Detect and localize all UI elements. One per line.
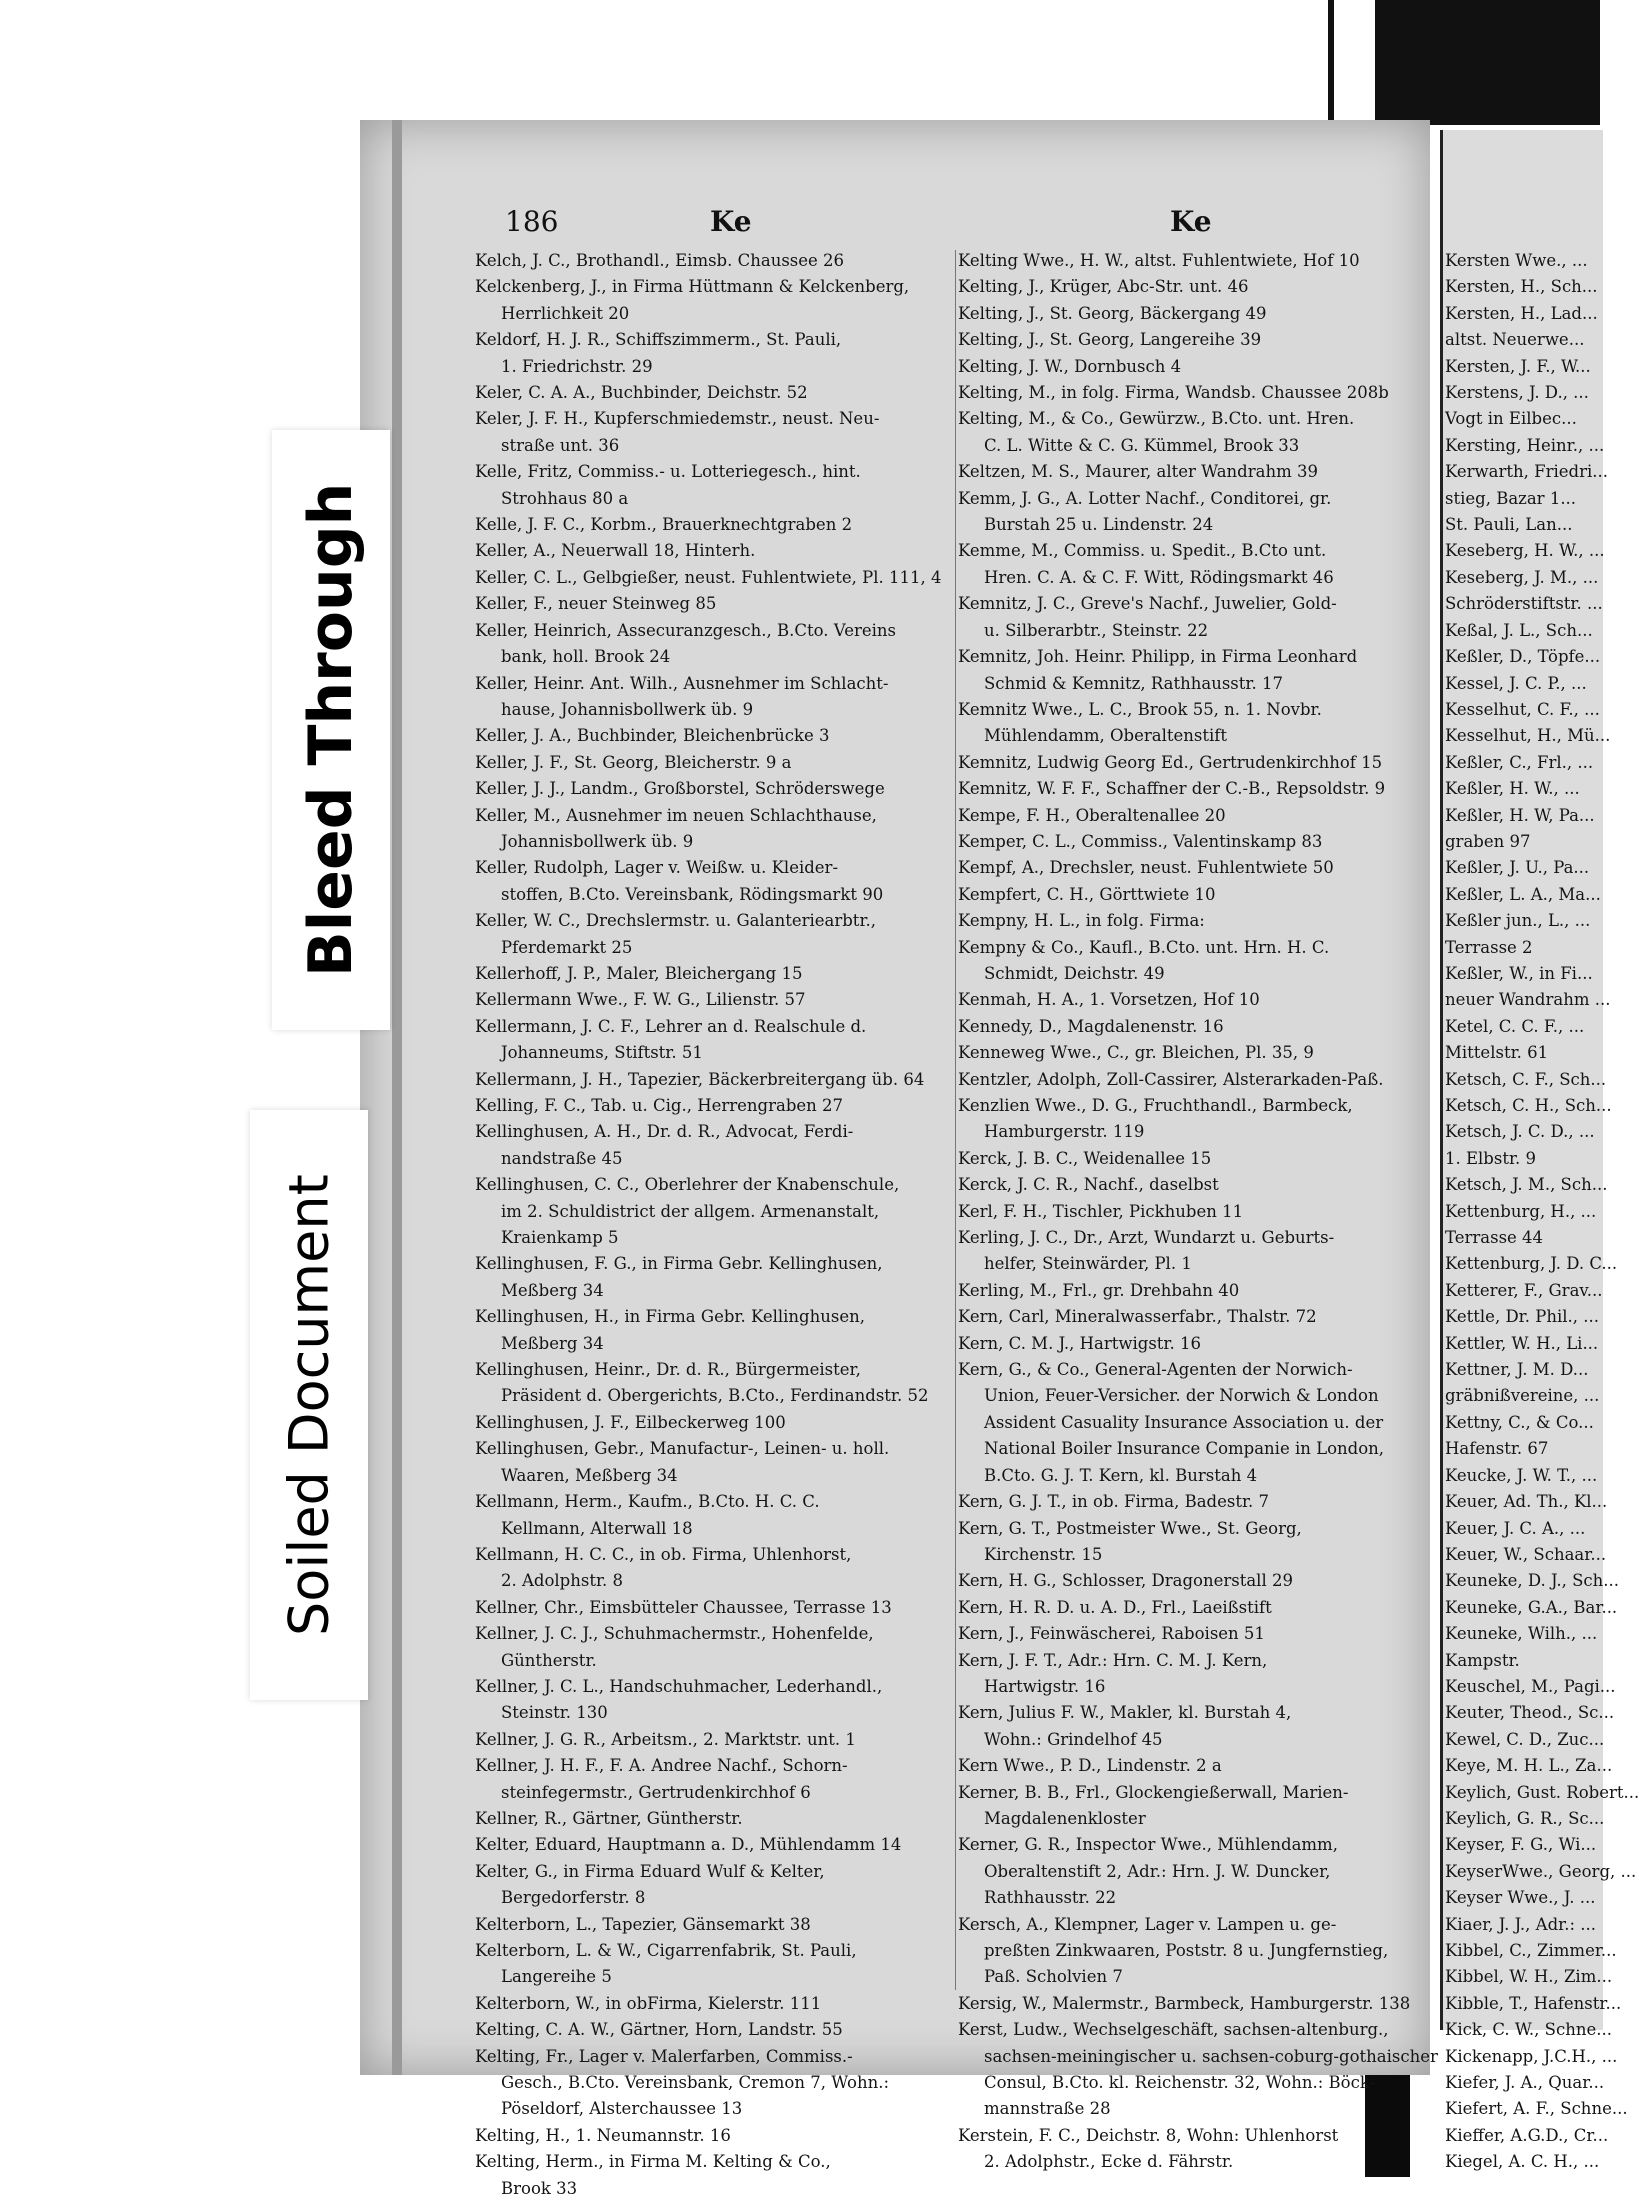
directory-entry-line: Keyser Wwe., J. ... — [1445, 1888, 1596, 1908]
directory-entry-line: Keyser, F. G., Wi... — [1445, 1835, 1597, 1855]
directory-entry-line: Keller, F., neuer Steinweg 85 — [475, 594, 717, 614]
directory-entry-line: Kersten, J. F., W... — [1445, 356, 1591, 376]
directory-entry-line: Kersten Wwe., ... — [1445, 251, 1588, 270]
directory-entry-line: mannstraße 28 — [984, 2099, 1111, 2119]
directory-entry-line: Ketsch, J. C. D., ... — [1445, 1122, 1595, 1142]
directory-entry-line: Ketsch, J. M., Sch... — [1445, 1175, 1608, 1195]
directory-entry-line: Kenneweg Wwe., C., gr. Bleichen, Pl. 35, 9 — [958, 1043, 1314, 1063]
directory-entry-line: Kempny, H. L., in folg. Firma: — [958, 911, 1205, 931]
directory-entry-line: Kellinghusen, H., in Firma Gebr. Kellinghusen, — [475, 1307, 865, 1327]
directory-entry-line: Kellinghusen, F. G., in Firma Gebr. Kellinghusen, — [475, 1254, 883, 1274]
directory-entry-line: Kelting, H., 1. Neumannstr. 16 — [475, 2125, 731, 2145]
directory-entry-line: Kellinghusen, J. F., Eilbeckerweg 100 — [475, 1412, 786, 1432]
directory-entry-line: Keuer, J. C. A., ... — [1445, 1518, 1586, 1538]
directory-entry-line: Keßler, J. U., Pa... — [1445, 858, 1590, 878]
directory-entry-line: Bergedorferstr. 8 — [501, 1888, 646, 1908]
directory-entry-line: Keller, Heinr. Ant. Wilh., Ausnehmer im Schlacht- — [475, 673, 889, 693]
directory-entry-line: Keßler, H. W., ... — [1445, 779, 1580, 799]
directory-entry-line: Keuneke, G.A., Bar... — [1445, 1597, 1618, 1617]
directory-entry-line: Pöseldorf, Alsterchaussee 13 — [501, 2099, 743, 2119]
directory-entry-line: Kennedy, D., Magdalenenstr. 16 — [958, 1016, 1224, 1036]
directory-entry-line: sachsen-meiningischer u. sachsen-coburg-gothaischer — [984, 2046, 1438, 2066]
directory-entry-line: graben 97 — [1445, 831, 1531, 851]
directory-entry-line: Kibble, T., Hafenstr... — [1445, 1993, 1622, 2013]
directory-entry-line: Rathhausstr. 22 — [984, 1888, 1117, 1908]
directory-entry-line: Kelting, J., St. Georg, Langereihe 39 — [958, 330, 1262, 350]
directory-entry-line: Kelting, Fr., Lager v. Malerfarben, Commiss.- — [475, 2046, 853, 2066]
directory-entry-line: Keler, J. F. H., Kupferschmiedemstr., neust. Neu- — [475, 409, 880, 429]
directory-entry-line: Kerling, M., Frl., gr. Drehbahn 40 — [958, 1280, 1240, 1300]
bleed-through-label: Bleed Through — [272, 430, 390, 1030]
directory-entry-line: helfer, Steinwärder, Pl. 1 — [984, 1254, 1192, 1274]
directory-entry-line: altst. Neuerwe... — [1445, 330, 1585, 350]
directory-entry-line: Kraienkamp 5 — [501, 1228, 619, 1248]
directory-entry-line: Keylich, Gust. Robert... — [1445, 1782, 1639, 1802]
directory-entry-line: Gesch., B.Cto. Vereinsbank, Cremon 7, Wohn.: — [501, 2073, 890, 2093]
directory-entry-line: Kellinghusen, C. C., Oberlehrer der Knabenschule, — [475, 1175, 900, 1195]
directory-entry-line: Kern, H. G., Schlosser, Dragonerstall 29 — [958, 1571, 1293, 1591]
soiled-document-label: Soiled Document — [250, 1110, 368, 1700]
directory-entry-line: Keylich, G. R., Sc... — [1445, 1808, 1605, 1828]
directory-entry-line: Präsident d. Obergerichts, B.Cto., Ferdinandstr. 52 — [501, 1386, 929, 1406]
directory-entry-line: B.Cto. G. J. T. Kern, kl. Burstah 4 — [984, 1465, 1258, 1485]
directory-entry-line: Schmid & Kemnitz, Rathhausstr. 17 — [984, 673, 1283, 693]
directory-entry-line: Keßler, C., Frl., ... — [1445, 752, 1594, 772]
directory-entry-line: Kellmann, Herm., Kaufm., B.Cto. H. C. C. — [475, 1492, 820, 1512]
directory-entry-line: Kempfert, C. H., Görttwiete 10 — [958, 884, 1216, 904]
directory-entry-line: Keuneke, D. J., Sch... — [1445, 1571, 1620, 1591]
directory-column-right — [958, 248, 1438, 2176]
directory-entry-line: Kettenburg, J. D. C... — [1445, 1254, 1618, 1274]
directory-entry-line: Keller, Heinrich, Assecuranzgesch., B.Cto. Vereins — [475, 620, 896, 640]
directory-entry-line: Kerling, J. C., Dr., Arzt, Wundarzt u. Geburts- — [958, 1228, 1335, 1248]
directory-entry-line: Hartwigstr. 16 — [984, 1676, 1106, 1696]
directory-entry-line: Kerst, Ludw., Wechselgeschäft, sachsen-altenburg., — [958, 2020, 1389, 2040]
directory-entry-line: Kelting, J. W., Dornbusch 4 — [958, 356, 1182, 376]
directory-entry-line: C. L. Witte & C. G. Kümmel, Brook 33 — [984, 435, 1300, 455]
directory-entry-line: Kerl, F. H., Tischler, Pickhuben 11 — [958, 1201, 1244, 1221]
directory-entry-line: hause, Johannisbollwerk üb. 9 — [501, 699, 754, 719]
directory-entry-line: Keuneke, Wilh., ... — [1445, 1624, 1598, 1644]
directory-entry-line: Ketel, C. C. F., ... — [1445, 1016, 1585, 1036]
directory-entry-line: Kern, C. M. J., Hartwigstr. 16 — [958, 1333, 1201, 1353]
directory-entry-line: Schmidt, Deichstr. 49 — [984, 963, 1165, 983]
directory-entry-line: 2. Adolphstr. 8 — [501, 1571, 624, 1591]
directory-entry-line: Keller, W. C., Drechslermstr. u. Galanteriearbtr., — [475, 911, 877, 931]
directory-entry-line: Kerner, G. R., Inspector Wwe., Mühlendamm, — [958, 1835, 1338, 1855]
directory-entry-line: Kellerhoff, J. P., Maler, Bleichergang 15 — [475, 963, 803, 983]
directory-entry-line: Kesselhut, H., Mü... — [1445, 726, 1611, 746]
directory-entry-line: Kelting Wwe., H. W., altst. Fuhlentwiete, Hof 10 — [958, 251, 1360, 270]
directory-entry-line: Kersting, Heinr., ... — [1445, 435, 1605, 455]
directory-entry-line: Keßler, L. A., Ma... — [1445, 884, 1601, 904]
directory-entry-line: Keuer, Ad. Th., Kl... — [1445, 1492, 1608, 1512]
directory-entry-line: Kellinghusen, A. H., Dr. d. R., Advocat, Ferdi- — [475, 1122, 854, 1142]
directory-entry-line: Kewel, C. D., Zuc... — [1445, 1729, 1605, 1749]
directory-entry-line: Kelting, Herm., in Firma M. Kelting & Co., — [475, 2152, 831, 2172]
directory-entry-line: Keler, C. A. A., Buchbinder, Deichstr. 52 — [475, 383, 808, 403]
directory-entry-line: Keuter, Theod., Sc... — [1445, 1703, 1615, 1723]
directory-entry-line: Keller, Rudolph, Lager v. Weißw. u. Kleider- — [475, 858, 839, 878]
page-number: 186 — [505, 205, 559, 238]
directory-entry-line: 1. Elbstr. 9 — [1445, 1148, 1537, 1168]
directory-entry-line: Keye, M. H. L., Za... — [1445, 1756, 1613, 1776]
directory-entry-line: Steinstr. 130 — [501, 1703, 608, 1723]
directory-entry-line: Kentzler, Adolph, Zoll-Cassirer, Alsterarkaden-Paß. — [958, 1069, 1384, 1089]
page-binding-edge — [392, 120, 402, 2075]
directory-entry-line: Kerner, B. B., Frl., Glockengießerwall, Marien- — [958, 1782, 1349, 1802]
directory-entry-line: Kelterborn, L., Tapezier, Gänsemarkt 38 — [475, 1914, 811, 1934]
directory-entry-line: Terrasse 2 — [1445, 937, 1533, 957]
directory-entry-line: Kersten, H., Sch... — [1445, 277, 1598, 297]
directory-entry-line: Hamburgerstr. 119 — [984, 1122, 1145, 1142]
directory-entry-line: Kelter, G., in Firma Eduard Wulf & Kelter, — [475, 1861, 825, 1881]
directory-entry-line: Keßal, J. L., Sch... — [1445, 620, 1593, 640]
directory-entry-line: Keseberg, J. M., ... — [1445, 567, 1599, 587]
directory-entry-line: Kettle, Dr. Phil., ... — [1445, 1307, 1599, 1327]
directory-entry-line: Kellner, R., Gärtner, Güntherstr. — [475, 1808, 743, 1828]
directory-entry-line: Kellner, J. C. J., Schuhmachermstr., Hohenfelde, — [475, 1624, 874, 1644]
directory-entry-line: Kern Wwe., P. D., Lindenstr. 2 a — [958, 1756, 1222, 1776]
directory-entry-line: Kemnitz, W. F. F., Schaffner der C.-B., Repsoldstr. 9 — [958, 779, 1386, 799]
scan-edge-shadow — [1328, 0, 1334, 125]
directory-entry-line: Kerck, J. B. C., Weidenallee 15 — [958, 1148, 1212, 1168]
directory-entry-line: Kern, J. F. T., Adr.: Hrn. C. M. J. Kern, — [958, 1650, 1268, 1670]
directory-entry-line: St. Pauli, Lan... — [1445, 515, 1573, 535]
directory-entry-line: KeyserWwe., Georg, ... — [1445, 1861, 1637, 1881]
directory-entry-line: Burstah 25 u. Lindenstr. 24 — [984, 515, 1214, 535]
directory-entry-line: Kellmann, Alterwall 18 — [501, 1518, 693, 1538]
directory-entry-line: Terrasse 44 — [1445, 1228, 1544, 1248]
directory-entry-line: bank, holl. Brook 24 — [501, 647, 671, 667]
directory-entry-line: Kerstens, J. D., ... — [1445, 383, 1589, 403]
directory-entry-line: Kersch, A., Klempner, Lager v. Lampen u. ge- — [958, 1914, 1337, 1934]
directory-entry-line: Keller, M., Ausnehmer im neuen Schlachthause, — [475, 805, 877, 825]
directory-entry-line: Kiaer, J. J., Adr.: ... — [1445, 1914, 1596, 1934]
directory-entry-line: Kempe, F. H., Oberaltenallee 20 — [958, 805, 1226, 825]
directory-entry-line: Kellner, J. H. F., F. A. Andree Nachf., Schorn- — [475, 1756, 848, 1776]
directory-entry-line: Kirchenstr. 15 — [984, 1544, 1103, 1564]
directory-entry-line: Kessel, J. C. P., ... — [1445, 673, 1587, 693]
directory-entry-line: Kemnitz, Joh. Heinr. Philipp, in Firma Leonhard — [958, 647, 1358, 667]
directory-entry-line: Brook 33 — [501, 2178, 578, 2198]
directory-entry-line: Kelting, C. A. W., Gärtner, Horn, Landstr. 55 — [475, 2020, 843, 2040]
directory-entry-line: Kettler, W. H., Li... — [1445, 1333, 1599, 1353]
directory-entry-line: Vogt in Eilbec... — [1445, 409, 1577, 429]
directory-entry-line: Kibbel, C., Zimmer... — [1445, 1941, 1617, 1960]
directory-entry-line: Keßler, W., in Fi... — [1445, 963, 1593, 983]
directory-entry-line: 2. Adolphstr., Ecke d. Fährstr. — [984, 2152, 1234, 2172]
directory-entry-line: Kickenapp, J.C.H., ... — [1445, 2046, 1618, 2066]
directory-entry-line: Wohn.: Grindelhof 45 — [984, 1729, 1163, 1749]
directory-entry-line: Keßler jun., L., ... — [1445, 911, 1591, 931]
directory-entry-line: Kelling, F. C., Tab. u. Cig., Herrengraben 27 — [475, 1096, 844, 1115]
directory-entry-line: Keller, A., Neuerwall 18, Hinterh. — [475, 541, 756, 561]
directory-entry-line: Kelterborn, L. & W., Cigarrenfabrik, St. Pauli, — [475, 1941, 857, 1960]
directory-entry-line: Oberaltenstift 2, Adr.: Hrn. J. W. Duncker, — [984, 1861, 1331, 1881]
directory-entry-line: Keller, C. L., Gelbgießer, neust. Fuhlentwiete, Pl. 111, 4 — [475, 567, 942, 587]
directory-entry-line: Kemme, M., Commiss. u. Spedit., B.Cto unt. — [958, 541, 1327, 561]
directory-entry-line: stieg, Bazar 1... — [1445, 488, 1577, 508]
directory-entry-line: steinfegermstr., Gertrudenkirchhof 6 — [501, 1782, 811, 1802]
directory-entry-line: Kibbel, W. H., Zim... — [1445, 1967, 1613, 1987]
directory-entry-line: Kellinghusen, Heinr., Dr. d. R., Bürgermeister, — [475, 1360, 861, 1380]
directory-entry-line: Kemnitz, Ludwig Georg Ed., Gertrudenkirchhof 15 — [958, 752, 1383, 772]
directory-entry-line: Kelting, M., & Co., Gewürzw., B.Cto. unt. Hren. — [958, 409, 1355, 429]
directory-entry-line: Ketsch, C. F., Sch... — [1445, 1069, 1607, 1089]
directory-entry-line: Magdalenenkloster — [984, 1808, 1146, 1828]
directory-entry-line: Kern, J., Feinwäscherei, Raboisen 51 — [958, 1624, 1265, 1644]
directory-entry-line: Hafenstr. 67 — [1445, 1439, 1549, 1459]
directory-entry-line: Güntherstr. — [501, 1650, 597, 1670]
directory-entry-line: Kelting, J., Krüger, Abc-Str. unt. 46 — [958, 277, 1249, 297]
directory-entry-line: Johanneums, Stiftstr. 51 — [501, 1043, 703, 1063]
directory-entry-line: Kemm, J. G., A. Lotter Nachf., Conditorei, gr. — [958, 488, 1332, 508]
directory-entry-line: Keltzen, M. S., Maurer, alter Wandrahm 39 — [958, 462, 1318, 482]
directory-entry-line: Keldorf, H. J. R., Schiffszimmerm., St. Pauli, — [475, 330, 842, 350]
directory-entry-line: Kelle, Fritz, Commiss.- u. Lotteriegesch., hint. — [475, 462, 861, 482]
directory-entry-line: u. Silberarbtr., Steinstr. 22 — [984, 620, 1209, 640]
directory-entry-line: Keucke, J. W. T., ... — [1445, 1465, 1598, 1485]
directory-entry-line: Kellinghusen, Gebr., Manufactur-, Leinen- u. holl. — [475, 1439, 890, 1459]
directory-entry-line: Herrlichkeit 20 — [501, 303, 630, 323]
directory-entry-line: Kelting, J., St. Georg, Bäckergang 49 — [958, 303, 1267, 323]
directory-entry-line: Kemnitz Wwe., L. C., Brook 55, n. 1. Novbr. — [958, 699, 1322, 719]
directory-entry-line: stoffen, B.Cto. Vereinsbank, Rödingsmarkt 90 — [501, 884, 884, 904]
directory-entry-line: Kiegel, A. C. H., ... — [1445, 2152, 1600, 2172]
directory-entry-line: Keller, J. A., Buchbinder, Bleichenbrücke 3 — [475, 726, 830, 746]
directory-entry-line: Kesselhut, C. F., ... — [1445, 699, 1600, 719]
directory-entry-line: Kenmah, H. A., 1. Vorsetzen, Hof 10 — [958, 990, 1260, 1010]
directory-entry-line: Hren. C. A. & C. F. Witt, Rödingsmarkt 46 — [984, 567, 1334, 587]
running-header-left: Ke — [710, 205, 752, 238]
directory-entry-line: straße unt. 36 — [501, 435, 620, 455]
directory-entry-line: Keßler, D., Töpfe... — [1445, 647, 1601, 667]
directory-entry-line: Keuschel, M., Pagi... — [1445, 1676, 1616, 1696]
directory-entry-line: Kern, G. T., Postmeister Wwe., St. Georg, — [958, 1518, 1302, 1538]
directory-entry-line: Kelter, Eduard, Hauptmann a. D., Mühlendamm 14 — [475, 1835, 902, 1855]
directory-entry-line: Kelckenberg, J., in Firma Hüttmann & Kelckenberg, — [475, 277, 910, 297]
directory-entry-line: Keßler, H. W, Pa... — [1445, 805, 1595, 825]
directory-entry-line: Kern, Julius F. W., Makler, kl. Burstah 4, — [958, 1703, 1292, 1723]
directory-entry-line: Kersig, W., Malermstr., Barmbeck, Hamburgerstr. 138 — [958, 1993, 1411, 2013]
running-header-right: Ke — [1170, 205, 1212, 238]
directory-entry-line: preßten Zinkwaaren, Poststr. 8 u. Jungfernstieg, — [984, 1941, 1389, 1960]
directory-entry-line: neuer Wandrahm ... — [1445, 990, 1611, 1010]
directory-entry-line: Ketterer, F., Grav... — [1445, 1280, 1603, 1300]
directory-entry-line: Kellermann, J. C. F., Lehrer an d. Realschule d. — [475, 1016, 867, 1036]
directory-entry-line: Kellner, Chr., Eimsbütteler Chaussee, Terrasse 13 — [475, 1597, 892, 1617]
directory-entry-line: nandstraße 45 — [501, 1148, 623, 1168]
directory-entry-line: Consul, B.Cto. kl. Reichenstr. 32, Wohn.: Böck- — [984, 2073, 1376, 2093]
directory-entry-line: Kempny & Co., Kaufl., B.Cto. unt. Hrn. H. C. — [958, 937, 1330, 957]
directory-entry-line: Kelch, J. C., Brothandl., Eimsb. Chaussee 26 — [475, 251, 845, 270]
directory-entry-line: Johannisbollwerk üb. 9 — [501, 831, 694, 851]
directory-entry-line: Meßberg 34 — [501, 1333, 604, 1353]
directory-entry-line: Kieffer, A.G.D., Cr... — [1445, 2125, 1609, 2145]
directory-entry-line: Kellner, J. C. L., Handschuhmacher, Lederhandl., — [475, 1676, 883, 1696]
directory-entry-line: Schröderstiftstr. ... — [1445, 594, 1603, 614]
directory-entry-line: Ketsch, C. H., Sch... — [1445, 1096, 1612, 1115]
directory-entry-line: Kerwarth, Friedri... — [1445, 462, 1608, 482]
directory-entry-line: Kiefer, J. A., Quar... — [1445, 2073, 1605, 2093]
directory-entry-line: Kersten, H., Lad... — [1445, 303, 1598, 323]
directory-entry-line: Assident Casuality Insurance Association u. der — [984, 1412, 1384, 1432]
directory-column-next-page — [1445, 248, 1639, 2176]
directory-entry-line: Keller, J. F., St. Georg, Bleicherstr. 9 a — [475, 752, 792, 772]
directory-entry-line: Kerck, J. C. R., Nachf., daselbst — [958, 1175, 1219, 1195]
directory-entry-line: Kampstr. — [1445, 1650, 1520, 1670]
directory-entry-line: Kern, Carl, Mineralwasserfabr., Thalstr. 72 — [958, 1307, 1317, 1327]
directory-entry-line: Kempf, A., Drechsler, neust. Fuhlentwiete 50 — [958, 858, 1334, 878]
directory-entry-line: Kick, C. W., Schne... — [1445, 2020, 1612, 2040]
directory-entry-line: Keuer, W., Schaar... — [1445, 1544, 1607, 1564]
directory-entry-line: Paß. Scholvien 7 — [984, 1967, 1123, 1987]
directory-entry-line: Kern, H. R. D. u. A. D., Frl., Laeißstift — [958, 1597, 1272, 1617]
directory-entry-line: 1. Friedrichstr. 29 — [501, 356, 653, 376]
directory-entry-line: Kemper, C. L., Commiss., Valentinskamp 83 — [958, 831, 1323, 851]
directory-entry-line: Kiefert, A. F., Schne... — [1445, 2099, 1628, 2119]
directory-entry-line: Kettner, J. M. D... — [1445, 1360, 1589, 1380]
directory-entry-line: Strohhaus 80 a — [501, 488, 629, 508]
directory-entry-line: Kelle, J. F. C., Korbm., Brauerknechtgraben 2 — [475, 515, 853, 535]
directory-entry-line: Kemnitz, J. C., Greve's Nachf., Juwelier, Gold- — [958, 594, 1337, 614]
directory-entry-line: Kenzlien Wwe., D. G., Fruchthandl., Barmbeck, — [958, 1096, 1353, 1115]
directory-entry-line: Keseberg, H. W., ... — [1445, 541, 1605, 561]
directory-entry-line: Kerstein, F. C., Deichstr. 8, Wohn: Uhlenhorst — [958, 2125, 1339, 2145]
directory-entry-line: Kellermann, J. H., Tapezier, Bäckerbreitergang üb. 64 — [475, 1069, 925, 1089]
directory-entry-line: National Boiler Insurance Companie in London, — [984, 1439, 1385, 1459]
scan-edge-shadow — [1375, 0, 1600, 125]
directory-entry-line: Mittelstr. 61 — [1445, 1043, 1549, 1063]
directory-entry-line: Kettenburg, H., ... — [1445, 1201, 1597, 1221]
directory-entry-line: Pferdemarkt 25 — [501, 937, 633, 957]
directory-entry-line: Langereihe 5 — [501, 1967, 612, 1987]
directory-entry-line: Kern, G. J. T., in ob. Firma, Badestr. 7 — [958, 1492, 1270, 1512]
directory-entry-line: Mühlendamm, Oberaltenstift — [984, 726, 1227, 746]
directory-entry-line: gräbnißvereine, ... — [1445, 1386, 1600, 1406]
directory-entry-line: Kettny, C., & Co... — [1445, 1412, 1594, 1432]
directory-entry-line: im 2. Schuldistrict der allgem. Armenanstalt, — [501, 1201, 880, 1221]
directory-entry-line: Waaren, Meßberg 34 — [501, 1465, 678, 1485]
directory-entry-line: Kellner, J. G. R., Arbeitsm., 2. Marktstr. unt. 1 — [475, 1729, 856, 1749]
directory-entry-line: Kelting, M., in folg. Firma, Wandsb. Chaussee 208b — [958, 383, 1389, 403]
directory-entry-line: Union, Feuer-Versicher. der Norwich & London — [984, 1386, 1379, 1406]
directory-entry-line: Kelterborn, W., in obFirma, Kielerstr. 111 — [475, 1993, 822, 2013]
directory-entry-line: Keller, J. J., Landm., Großborstel, Schröderswege — [475, 779, 885, 799]
directory-entry-line: Meßberg 34 — [501, 1280, 604, 1300]
column-divider — [955, 250, 956, 1990]
directory-entry-line: Kern, G., & Co., General-Agenten der Norwich- — [958, 1360, 1353, 1380]
directory-entry-line: Kellmann, H. C. C., in ob. Firma, Uhlenhorst, — [475, 1544, 852, 1564]
directory-entry-line: Kellermann Wwe., F. W. G., Lilienstr. 57 — [475, 990, 806, 1010]
directory-column-left — [475, 248, 953, 2202]
